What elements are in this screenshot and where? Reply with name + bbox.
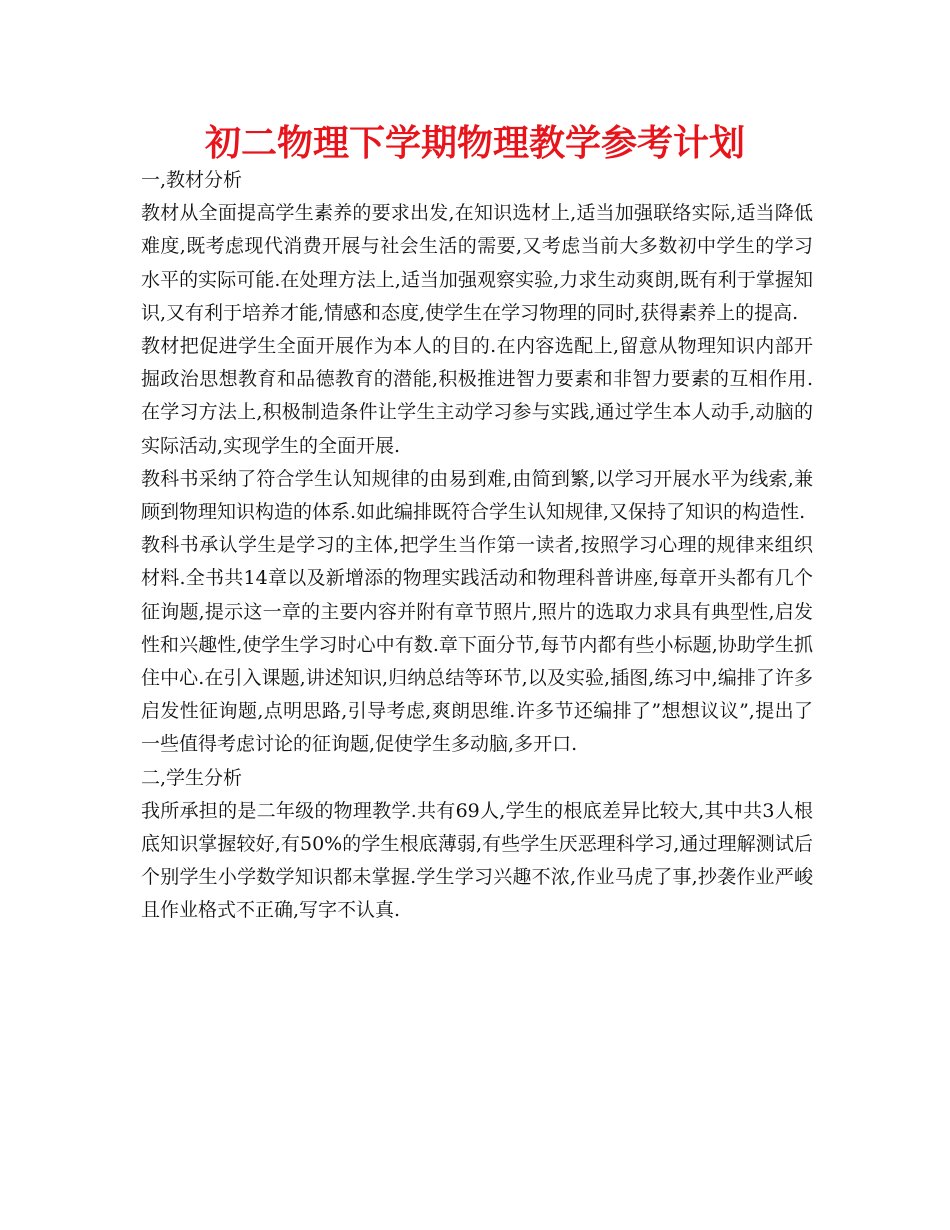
paragraph: 教科书采纳了符合学生认知规律的由易到难,由简到繁,以学习开展水平为线索,兼顾到物理知识构造的体系.如此编排既符合学生认知规律,又保持了知识的构造性. — [141, 467, 813, 524]
document-body — [141, 164, 813, 928]
paragraph: 教科书承认学生是学习的主体,把学生当作第一读者,按照学习心理的规律来组织材料.全书共14章以及新增添的物理实践活动和物理科普讲座,每章开头都有几个征询题,提示这一章的主要内容并附有章节照片,照片的选取力求具有典型性,启发性和兴趣性,使学生学习时心中有数.章下面分节,每节内都有些小标题,协助学生抓住中心.在引入课题,讲述知识,归纳总结等环节,以及实验,插图,练习中,编排了许多启发性征询题,点明思路,引导考虑,爽朗思维.许多节还编排了”想想议议”,提出了一些值得考虑讨论的征询题,促使学生多动脑,多开口. — [141, 534, 813, 756]
paragraph: 教材把促进学生全面开展作为本人的目的.在内容选配上,留意从物理知识内部开掘政治思想教育和品德教育的潜能,积极推进智力要素和非智力要素的互相作用.在学习方法上,积极制造条件让学生主动学习参与实践,通过学生本人动手,动脑的实际活动,实现学生的全面开展. — [141, 335, 813, 457]
section-heading-textbook-analysis: 一,教材分析 — [141, 169, 243, 191]
paragraph: 我所承担的是二年级的物理教学.共有69人,学生的根底差异比较大,其中共3人根底知识掌握较好,有50%的学生根底薄弱,有些学生厌恶理科学习,通过理解测试后个别学生小学数学知识都未掌握.学生学习兴趣不浓,作业马虎了事,抄袭作业严峻且作业格式不正确,写字不认真. — [141, 799, 813, 922]
document-title: 初二物理下学期物理教学参考计划 — [204, 123, 745, 164]
section-heading-student-analysis: 二,学生分析 — [141, 766, 243, 789]
paragraph: 教材从全面提高学生素养的要求出发,在知识选材上,适当加强联络实际,适当降低难度,既考虑现代消费开展与社会生活的需要,又考虑当前大多数初中学生的学习水平的实际可能.在处理方法上,适当加强观察实验,力求生动爽朗,既有利于掌握知识,又有利于培养才能,情感和态度,使学生在学习物理的同时,获得素养上的提高. — [141, 202, 813, 324]
